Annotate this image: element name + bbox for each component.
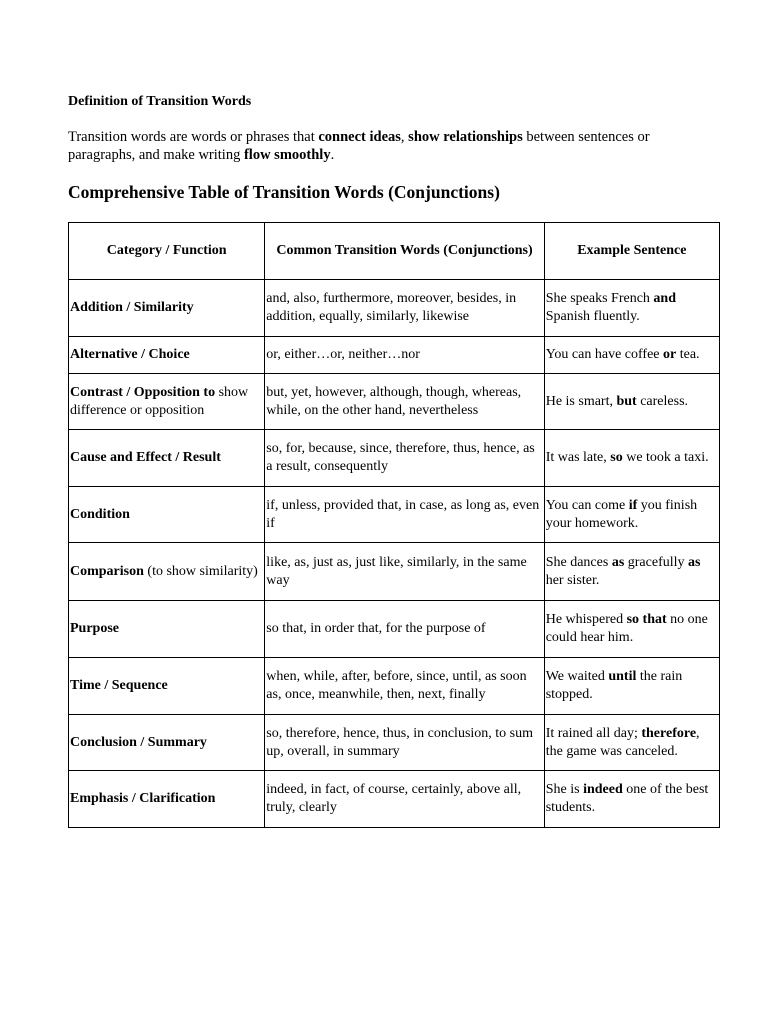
- example-post: we took a taxi.: [622, 450, 709, 465]
- category-rest: (to show similarity): [143, 563, 258, 579]
- example-pre: She speaks French: [545, 291, 654, 306]
- definition-heading: Definition of Transition Words: [68, 94, 252, 109]
- header-example: Example Sentence: [544, 223, 719, 280]
- example-cell: [544, 601, 719, 658]
- words-cell: if, unless, provided that, in case, as long as, even if: [265, 487, 544, 543]
- example-post: no one could hear him.: [545, 612, 708, 645]
- category-cell: [69, 280, 265, 337]
- example-cell: [544, 430, 719, 487]
- words-cell: when, while, after, before, since, until, as soon as, once, meanwhile, then, next, finally: [265, 658, 544, 715]
- words-cell: so, for, because, since, therefore, thus, hence, as a result, consequently: [265, 430, 544, 487]
- category-cell: [69, 715, 265, 771]
- category-bold: Time / Sequence: [70, 678, 168, 693]
- category-cell: [69, 658, 265, 715]
- intro-text-4: .: [330, 147, 335, 163]
- example-pre: You can have coffee: [545, 347, 663, 362]
- example-post: one of the best students.: [545, 782, 709, 815]
- table-row: [69, 771, 720, 828]
- example-cell: [544, 715, 719, 771]
- example-pre: It was late,: [545, 450, 611, 465]
- table-row: [69, 374, 720, 430]
- category-bold: Conclusion / Summary: [70, 734, 207, 750]
- category-bold: Addition / Similarity: [70, 300, 194, 315]
- category-bold: Contrast / Opposition to: [70, 384, 216, 400]
- example-post: Spanish fluently.: [545, 309, 640, 324]
- example-bold: and: [653, 291, 676, 306]
- example-bold: so that: [626, 612, 667, 627]
- category-cell: [69, 374, 265, 430]
- category-bold: Purpose: [70, 621, 119, 636]
- words-cell: like, as, just as, just like, similarly, in the same way: [265, 543, 544, 601]
- words-cell: and, also, furthermore, moreover, besides, in addition, equally, similarly, likewise: [265, 280, 544, 337]
- example-post: you finish your homework.: [545, 497, 698, 531]
- example-post: careless.: [636, 393, 689, 409]
- words-cell: indeed, in fact, of course, certainly, above all, truly, clearly: [265, 771, 544, 828]
- category-cell: [69, 337, 265, 374]
- category-bold: Comparison: [70, 563, 144, 579]
- example-bold: if: [628, 497, 638, 513]
- example-post: , the game was canceled.: [545, 725, 700, 759]
- example-pre: She dances: [545, 554, 612, 570]
- example-bold-2: as: [688, 554, 701, 570]
- words-cell: so that, in order that, for the purpose of: [265, 601, 544, 658]
- example-cell: [544, 487, 719, 543]
- table-row: [69, 430, 720, 487]
- intro-text-3: between sentences or paragraphs, and make writing: [68, 129, 650, 163]
- example-cell: [544, 771, 719, 828]
- example-bold: therefore: [641, 725, 697, 741]
- example-bold: indeed: [583, 782, 623, 797]
- example-pre: It rained all day;: [545, 725, 642, 741]
- example-post: tea.: [676, 347, 700, 362]
- table-row: [69, 601, 720, 658]
- table-row: [69, 543, 720, 601]
- transition-words-table: [68, 222, 720, 828]
- category-bold: Emphasis / Clarification: [70, 791, 216, 806]
- table-row: [69, 487, 720, 543]
- table-title: Comprehensive Table of Transition Words (Conjunctions): [68, 182, 500, 202]
- category-cell: [69, 771, 265, 828]
- category-bold: Condition: [70, 506, 130, 522]
- category-bold: Alternative / Choice: [70, 347, 190, 362]
- category-cell: [69, 487, 265, 543]
- intro-bold-show-relationships: show relationships: [408, 129, 523, 145]
- table-row: [69, 337, 720, 374]
- words-cell: so, therefore, hence, thus, in conclusion, to sum up, overall, in summary: [265, 715, 544, 771]
- category-cell: [69, 430, 265, 487]
- header-category: Category / Function: [69, 223, 265, 280]
- example-bold: but: [616, 393, 637, 409]
- example-cell: [544, 543, 719, 601]
- definition-paragraph: [68, 128, 708, 164]
- intro-text-1: Transition words are words or phrases that: [68, 129, 319, 145]
- example-cell: [544, 658, 719, 715]
- example-pre: You can come: [545, 497, 629, 513]
- header-words: Common Transition Words (Conjunctions): [265, 223, 544, 280]
- example-bold: until: [608, 669, 637, 684]
- example-cell: [544, 374, 719, 430]
- words-cell: or, either…or, neither…nor: [265, 337, 544, 374]
- table-row: [69, 658, 720, 715]
- example-post: the rain stopped.: [545, 669, 683, 702]
- example-post: her sister.: [545, 572, 600, 588]
- category-rest: show difference or opposition: [70, 384, 249, 418]
- intro-text-2: ,: [400, 129, 409, 145]
- category-cell: [69, 601, 265, 658]
- category-cell: [69, 543, 265, 601]
- table-row: [69, 280, 720, 337]
- words-cell: but, yet, however, although, though, whereas, while, on the other hand, nevertheless: [265, 374, 544, 430]
- example-mid: gracefully: [624, 554, 689, 570]
- example-pre: We waited: [545, 669, 609, 684]
- example-bold: or: [663, 347, 677, 362]
- example-bold: so: [610, 450, 623, 465]
- table-header-row: [69, 223, 720, 280]
- example-cell: [544, 280, 719, 337]
- intro-bold-connect-ideas: connect ideas: [318, 129, 401, 145]
- intro-bold-flow-smoothly: flow smoothly: [243, 147, 331, 163]
- example-bold: as: [611, 554, 625, 570]
- example-pre: He is smart,: [545, 393, 617, 409]
- category-bold: Cause and Effect / Result: [70, 450, 221, 465]
- example-pre: He whispered: [545, 612, 627, 627]
- example-pre: She is: [545, 782, 584, 797]
- example-cell: [544, 337, 719, 374]
- table-row: [69, 715, 720, 771]
